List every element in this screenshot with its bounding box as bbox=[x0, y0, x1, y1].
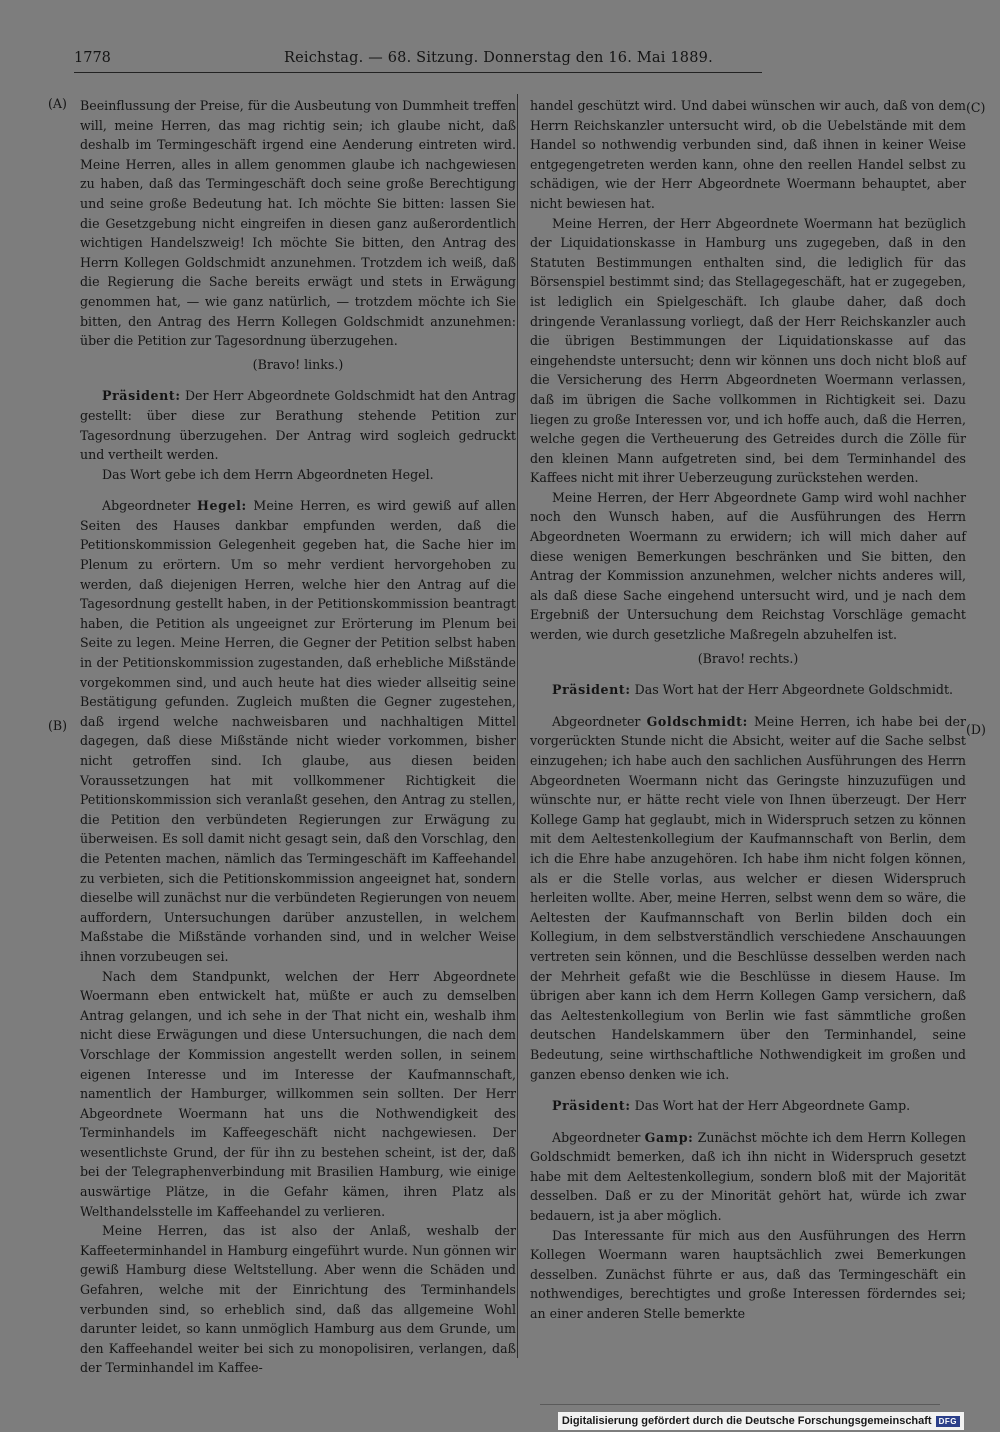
column-rule bbox=[517, 94, 518, 1358]
speech-hegel bbox=[80, 496, 516, 966]
remark-text: Das Wort hat der Herr Abgeordnete Gamp. bbox=[634, 1098, 911, 1114]
left-column bbox=[80, 96, 516, 1378]
paragraph: Das Wort gebe ich dem Herrn Abgeordneten Hegel. bbox=[102, 466, 434, 482]
margin-mark-a: (A) bbox=[48, 96, 67, 111]
speaker-name: Hegel: bbox=[197, 498, 247, 514]
speaker-name: Präsident: bbox=[552, 682, 631, 698]
paragraph: Meine Herren, das ist also der Anlaß, weshalb der Kaffeeterminhandel in Hamburg eingeführt wurde. Nun gönnen wir gewiß Hamburg diese Weltstellung. Aber wenn die Schäden und Gefahren, welche mit der Einrichtung des Terminhandels verbunden sind, so erheblich sind, daß das allgemeine Wohl darunter leidet, so kann unmöglich Hamburg aus dem Grunde, um den Kaffeehandel weiter bei sich zu monopolisiren, verlangen, daß der Terminhandel im Kaffee- bbox=[80, 1223, 516, 1376]
credit-text: Digitalisierung gefördert durch die Deutsche Forschungsgemeinschaft bbox=[561, 1415, 932, 1427]
header-rule bbox=[74, 72, 762, 73]
margin-mark-c: (C) bbox=[966, 100, 986, 115]
paragraph: Beeinflussung der Preise, für die Ausbeutung von Dummheit treffen will, meine Herren, das mag richtig sein; ich glaube nicht, daß deshalb im Termingeschäft irgend eine Aenderung eintreten wird. Meine Herren, alles in allem genommen glaube ich nachgewiesen zu haben, daß das Termingeschäft doch seine große Berechtigung und seine große Bedeutung hat. Ich möchte Sie bitten: lassen Sie die Gesetzgebung nicht eingreifen in diesen ganz außerordentlich wichtigen Handelszweig! Ich möchte Sie bitten, den Antrag des Herrn Kollegen Goldschmidt anzunehmen. Trotzdem ich weiß, daß die Regierung die Sache bereits erwägt und stets in Erwägung genommen hat, — wie ganz natürlich, — trotzdem möchte ich Sie bitten, den Antrag des Herrn Kollegen Goldschmidt anzunehmen: über die Petition zur Tagesordnung überzugehen. bbox=[80, 98, 516, 349]
margin-mark-d: (D) bbox=[966, 722, 986, 737]
speaker-role: Abgeordneter bbox=[552, 1129, 641, 1145]
speech-gamp bbox=[530, 1128, 966, 1226]
president-remark bbox=[530, 680, 966, 700]
paragraph: Meine Herren, der Herr Abgeordnete Gamp wird wohl nachher noch den Wunsch haben, auf die Ausführungen des Herrn Abgeordneten Woermann zu erwidern; ich will mich daher auf diese wenigen Bemerkungen beschränken und Sie bitten, den Antrag der Kommission anzunehmen, welcher nichts anderes will, als daß diese Sache eingehend untersucht wird, und je nach dem Ergebniß der Untersuchung dem Reichstag Vorschläge gemacht werden, wie durch gesetzliche Maßregeln abzuhelfen ist. bbox=[530, 489, 966, 643]
speech-text: Zunächst möchte ich dem Herrn Kollegen Goldschmidt bemerken, daß ich ihn nicht in Widerspruch gesetzt habe mit dem Aeltestenkollegium, sondern bloß mit der Majorität desselben. Daß er zu der Minorität gehört hat, würde ich zwar bedauern, ist ja aber möglich. bbox=[530, 1129, 966, 1224]
speech-goldschmidt bbox=[530, 712, 966, 1084]
interjection: (Bravo! links.) bbox=[252, 356, 344, 372]
speaker-role: Abgeordneter bbox=[102, 498, 191, 514]
speaker-name: Präsident: bbox=[102, 388, 181, 404]
speaker-role: Abgeordneter bbox=[552, 713, 641, 729]
remark-text: Das Wort hat der Herr Abgeordnete Goldschmidt. bbox=[634, 682, 954, 698]
footer-rule bbox=[540, 1404, 940, 1405]
page-number: 1778 bbox=[74, 50, 111, 66]
paragraph: handel geschützt wird. Und dabei wünschen wir auch, daß von dem Herrn Reichskanzler untersucht wird, ob die Uebelstände mit dem Handel so nothwendig verbunden sind, daß ihnen in keiner Weise entgegengetreten werden kann, ohne den reellen Handel selbst zu schädigen, wie der Herr Abgeordnete Woermann behauptet, aber nicht bewiesen hat. bbox=[530, 98, 966, 211]
paragraph: Meine Herren, der Herr Abgeordnete Woermann hat bezüglich der Liquidationskasse in Hamburg uns zugegeben, daß in den Statuten Bestimmungen enthalten sind, die lediglich für das Börsenspiel bestimmt sind; das Stellagegeschäft, hat er zugegeben, ist lediglich ein Spielgeschäft. Ich glaube daher, daß doch dringende Veranlassung vorliegt, daß der Herr Reichskanzler auch die übrigen Bestimmungen der Liquidationskasse auf das eingehendste untersucht; denn wir können uns doch nicht bloß auf die Versicherung des Herrn Abgeordneten Woermann verlassen, daß im übrigen die Sache vollkommen in Richtigkeit sei. Dazu liegen zu große Interessen vor, und ich hoffe auch, daß die Herren, welche gegen die Vertheuerung des Getreides durch die Zölle für den kleinen Mann aufgetreten sind, bei dem Terminhandel des Kaffees nicht mit ihrer Ueberzeugung zurückstehen werden. bbox=[530, 215, 966, 486]
right-column bbox=[530, 96, 966, 1324]
paragraph: Nach dem Standpunkt, welchen der Herr Abgeordnete Woermann eben entwickelt hat, müßte er auch zu demselben Antrag gelangen, und ich sehe in der That nicht ein, weshalb ihm nicht diese Erwägungen und diese Untersuchungen, die nach dem Vorschlage der Kommission angestellt werden sollen, in seinem eigenen Interesse und im Interesse der Kaufmannschaft, namentlich der Hamburger, willkommen sein sollten. Der Herr Abgeordnete Woermann hat uns die Nothwendigkeit des Terminhandels im Kaffeegeschäft nicht nachgewiesen. Der wesentlichste Grund, der für ihn zu bestehen scheint, ist der, daß bei der Telegraphenverbindung mit Brasilien Hamburg, wie einige auswärtige Plätze, in die Gefahr kämen, ihren Platz als Welthandelsstelle im Kaffeehandel zu verlieren. bbox=[80, 968, 516, 1219]
speaker-name: Gamp: bbox=[644, 1129, 694, 1145]
interjection: (Bravo! rechts.) bbox=[697, 650, 799, 666]
running-title: Reichstag. — 68. Sitzung. Donnerstag den 16. Mai 1889. bbox=[284, 50, 713, 66]
speaker-name: Goldschmidt: bbox=[646, 713, 748, 729]
paragraph: Das Interessante für mich aus den Ausführungen des Herrn Kollegen Woermann waren hauptsächlich zwei Bemerkungen desselben. Zunächst führte er aus, daß das Termingeschäft ein nothwendiges, berechtigtes und große Interessen förderndes sei; an einer anderen Stelle bemerkte bbox=[530, 1227, 966, 1322]
margin-mark-b: (B) bbox=[48, 718, 68, 733]
remark-text: Der Herr Abgeordnete Goldschmidt hat den Antrag gestellt: über diese zur Berathung stehende Petition zur Tagesordnung überzugehen. Der Antrag wird sogleich gedruckt und vertheilt werden. bbox=[80, 388, 516, 463]
president-remark bbox=[530, 1096, 966, 1116]
dfg-logo: DFG bbox=[936, 1416, 960, 1427]
speech-text: Meine Herren, ich habe bei der vorgerückten Stunde nicht die Absicht, weiter auf die Sache selbst einzugehen; ich habe auch den sachlichen Ausführungen des Herrn Abgeordneten Woermann nicht das Geringste hinzuzufügen und wünschte nur, er hätte recht viele von Ihnen überzeugt. Der Herr Kollege Gamp hat geglaubt, mich in Widerspruch setzen zu können mit dem Aeltestenkollegium der Kaufmannschaft von Berlin, dem ich die Ehre habe anzugehören. Ich habe ihm nicht folgen können, als er die Stelle vorlas, aus welcher er diesen Widerspruch herleiten wollte. Aber, meine Herren, selbst wenn dem so wäre, die Aeltesten der Kaufmannschaft von Berlin bilden doch ein Kollegium, in dem selbstverständlich verschiedene Anschauungen vertreten sein können, und die Beschlüsse desselben werden nach der Mehrheit gefaßt wie die Beschlüsse in diesem Hause. Im übrigen aber kann ich dem Herrn Kollegen Gamp versichern, daß das Aeltestenkollegium von Berlin wie fast sämmtliche großen deutschen Handelskammern über den Terminhandel, seine Bedeutung, seine wirthschaftliche Nothwendigkeit im großen und ganzen ebenso denken wie ich. bbox=[530, 713, 966, 1082]
digitization-credit bbox=[558, 1412, 964, 1430]
speaker-name: Präsident: bbox=[552, 1098, 631, 1114]
speech-text: Meine Herren, es wird gewiß auf allen Seiten des Hauses dankbar empfunden werden, daß die Petitionskommission Gelegenheit gegeben hat, die Sache hier im Plenum zu erörtern. Um so mehr verdient hervorgehoben zu werden, daß diejenigen Herren, welche hier den Antrag auf die Tagesordnung gestellt haben, in der Petitionskommission beantragt haben, die Petition als ungeeignet zur Erörterung im Plenum bei Seite zu legen. Meine Herren, die Gegner der Petition selbst haben in der Petitionskommission zugestanden, daß erhebliche Mißstände vorgekommen sind, und auch heute hat dies wieder allseitig seine Bestätigung gefunden. Zugleich mußten die Gegner zugestehen, daß irgend welche nachweisbaren und nachhaltigen Mittel dagegen, daß diese Mißstände nicht wieder vorkommen, bisher nicht getroffen sind. Ich glaube, aus diesen beiden Voraussetzungen hat mit vollkommener Richtigkeit die Petitionskommission sich veranlaßt gesehen, den Antrag zu stellen, die Petition den verbündeten Regierungen zur Erwägung zu überweisen. Es soll damit nicht gesagt sein, daß den Vorschlag, den die Petenten machen, nämlich das Termingeschäft im Kaffeehandel zu verbieten, sich die Petitionskommission angeeignet hat, sondern dieselbe will zunächst nur die verbündeten Regierungen von neuem auffordern, Untersuchungen darüber anzustellen, in welchem Maßstabe die Mißstände vorhanden sind, und in welcher Weise ihnen vorzubeugen sei. bbox=[80, 498, 516, 964]
president-remark bbox=[80, 386, 516, 464]
